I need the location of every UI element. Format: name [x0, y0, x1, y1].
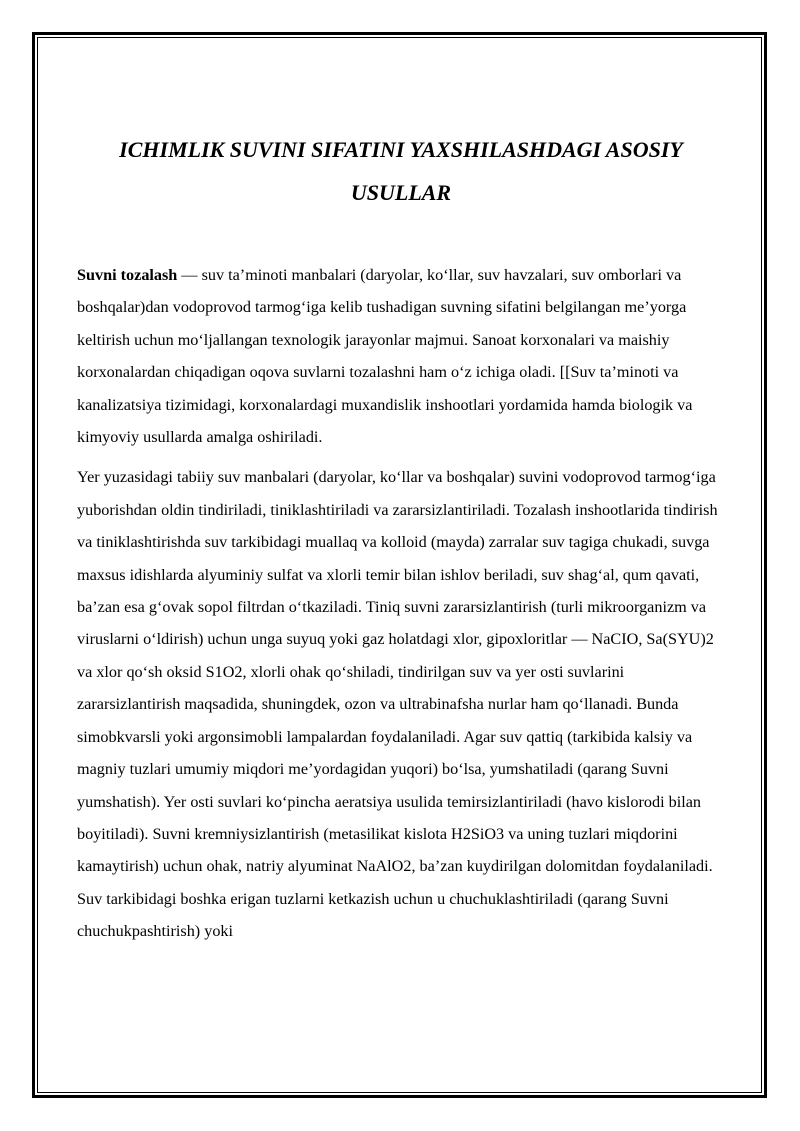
document-body	[77, 128, 725, 948]
paragraph-1	[77, 259, 725, 453]
paragraph-2: Yer yuzasidagi tabiiy suv manbalari (daryolar, ko‘llar va boshqalar) suvini vodoprovod tarmog‘iga yuborishdan oldin tindiriladi, tiniklashtiriladi va zararsizlantiriladi. Tozalash inshootlarida tindirish va tiniklashtirishda suv tarkibidagi muallaq va kolloid (mayda) zarralar suv tagiga chukadi, suvga maxsus idishlarda alyuminiy sulfat va xlorli temir bilan ishlov beriladi, suv shag‘al, qum qavati, ba’zan esa g‘ovak sopol filtrdan o‘tkaziladi. Tiniq suvni zararsizlantirish (turli mikroorganizm va viruslarni o‘ldirish) uchun unga suyuq yoki gaz holatdagi xlor, gipoxloritlar — NaCIO, Sa(SYU)2 va xlor qo‘sh oksid S1O2, xlorli ohak qo‘shiladi, tindirilgan suv va yer osti suvlarini zararsizlantirish maqsadida, shuningdek, ozon va ultrabinafsha nurlar ham qo‘llanadi. Bunda simobkvarsli yoki argonsimobli lampalardan foydalaniladi. Agar suv qattiq (tarkibida kalsiy va magniy tuzlari umumiy miqdori me’yordagidan yuqori) bo‘lsa, yumshatiladi (qarang Suvni yumshatish). Yer osti suvlari ko‘pincha aeratsiya usulida temirsizlantiriladi (havo kislorodi bilan boyitiladi). Suvni kremniysizlantirish (metasilikat kislota H2SiO3 va uning tuzlari miqdorini kamaytirish) uchun ohak, natriy alyuminat NaAlO2, ba’zan kuydirilgan dolomitdan foydalaniladi. Suv tarkibidagi boshka erigan tuzlarni ketkazish uchun u chuchuklashtiriladi (qarang Suvni chuchukpashtirish) yoki	[77, 468, 718, 941]
paragraph-1-text: — suv ta’minoti manbalari (daryolar, ko‘llar, suv havzalari, suv omborlari va boshqalar)dan vodoprovod tarmog‘iga kelib tushadigan suvning sifatini belgilangan me’yorga keltirish uchun mo‘ljallangan texnologik jarayonlar majmui. Sanoat korxonalari va maishiy korxonalardan chiqadigan oqova suvlarni tozalashni ham o‘z ichiga oladi. [[Suv ta’minoti va kanalizatsiya tizimidagi, korxonalardagi muxandislik inshootlari yordamida hamda biologik va kimyoviy usullarda amalga oshiriladi.	[77, 266, 693, 447]
paragraph-1-term: Suvni tozalash	[77, 266, 178, 284]
document-title: ICHIMLIK SUVINI SIFATINI YAXSHILASHDAGI ASOSIY USULLAR	[119, 137, 683, 205]
